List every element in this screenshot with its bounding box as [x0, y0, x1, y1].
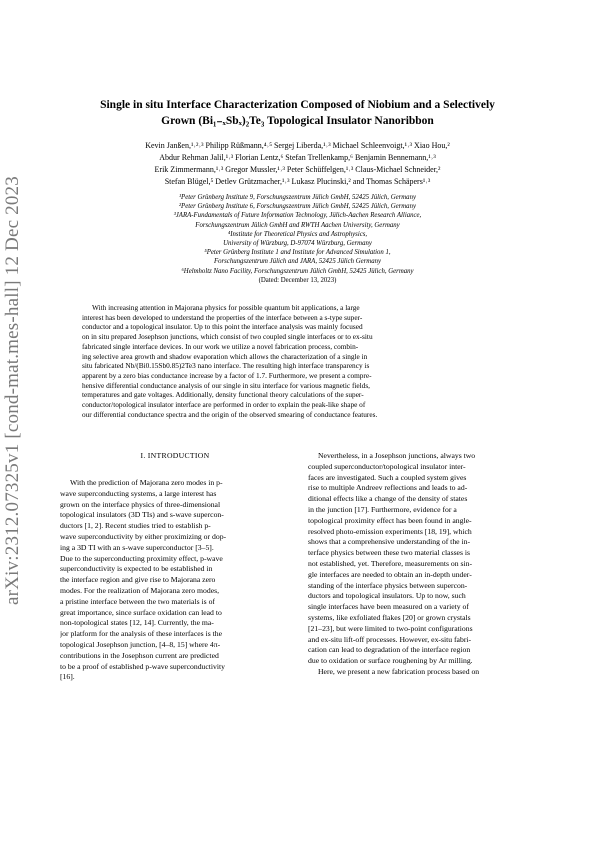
title-line: Single in situ Interface Characterization Composed of Niobium and a Selectively — [100, 99, 495, 111]
affiliation-line: ⁴Institute for Theoretical Physics and Astrophysics, — [227, 230, 368, 238]
body-line: and ex-situ lift-off processes. However, ex-situ fabri- — [308, 634, 472, 644]
abstract-line: our differential conductance spectra and the origin of the observed smearing of conductance features. — [82, 409, 378, 419]
affiliations — [90, 193, 505, 285]
body-line: faces are investigated. Such a coupled system gives — [308, 472, 467, 482]
body-line: contributions in the Josephson current are predicted — [60, 650, 219, 660]
dated-line: (Dated: December 13, 2023) — [258, 276, 337, 284]
body-line: standing of the interface physics between supercon- — [308, 580, 468, 590]
abstract-line: ing selective area growth and shadow evaporation which allows the characterization of a single in — [82, 351, 368, 361]
abstract-line: hensive differential conductance analysis of our single in situ interface for various magnetic fields, — [82, 380, 370, 390]
body-line: the interface region and give rise to Majorana zero — [60, 575, 216, 585]
affiliation-line: Forschungszentrum Jülich and JARA, 52425 Jülich Germany — [213, 258, 382, 266]
body-line: to be a proof of established p-wave superconductivity — [60, 661, 226, 671]
body-line: resolved photo-emission experiments [18, 19], which — [308, 526, 472, 536]
body-line: single interfaces have been measured on a variety of — [308, 602, 469, 612]
arxiv-sidebar-stamp — [2, 176, 36, 605]
abstract-line: conductor/topological insulator interface are performed in order to explain the peak-like shape of — [82, 400, 366, 410]
section-heading: I. INTRODUCTION — [140, 451, 210, 460]
body-line: modes. For the realization of Majorana zero modes, — [60, 585, 220, 595]
abstract-line: conductor and a topological insulator. Up to this point the interface analysis was mainly focused — [82, 322, 363, 332]
left-column — [60, 478, 290, 683]
body-line: Nevertheless, in a Josephson junctions, always two — [318, 451, 476, 460]
abstract-line: temperatures and gate voltages. Additionally, density functional theory calculations of the super- — [82, 390, 364, 400]
abstract-line: situ fabricated Nb/(Bi0.15Sb0.85)2Te3 nano interface. The resulting high interface transparency is — [82, 361, 370, 371]
body-line: jor platform for the analysis of these interfaces is the — [60, 629, 223, 639]
title-line: Grown (Bi₁₋ₓSbₓ)₂Te₃ Topological Insulator Nanoribbon — [161, 115, 434, 127]
author-line: Abdur Rehman Jalil,¹˒³ Florian Lentz,⁶ Stefan Trellenkamp,⁶ Benjamin Bennemann,¹˒³ — [159, 153, 436, 162]
body-line: wave superconductivity by either proximizing or dop- — [60, 531, 227, 541]
body-line: ductors [1, 2]. Recent studies tried to establish p- — [60, 521, 211, 531]
body-line: systems, like exfoliated flakes [20] or grown crystals — [308, 612, 471, 622]
body-line: Here, we present a new fabrication process based on — [318, 666, 480, 676]
body-line: topological insulators (3D TIs) and s-wave supercon- — [60, 510, 224, 520]
body-line: in the junction [17]. Furthermore, evidence for a — [308, 504, 457, 514]
affiliation-line: ¹Peter Grünberg Institute 9, Forschungszentrum Jülich GmbH, 52425 Jülich, Germany — [179, 194, 416, 201]
body-line: superconductivity is expected to be established in — [60, 564, 213, 574]
body-line: topological proximity effect has been found in angle- — [308, 515, 472, 525]
abstract-line: interest has been developed to understand the properties of the interface between a s-type super- — [82, 312, 363, 322]
paper-title — [60, 97, 535, 129]
body-line: not established, yet. Therefore, measurements on sin- — [308, 558, 473, 568]
author-line: Erik Zimmermann,¹˒³ Gregor Mussler,¹˒³ Peter Schüffelgen,¹˒³ Claus-Michael Schneider,² — [154, 165, 441, 174]
body-line: gle interfaces are needed to obtain an in-depth under- — [308, 569, 472, 579]
body-line: ductors and topological insulators. Up to now, such — [308, 591, 466, 601]
right-column — [308, 451, 540, 678]
body-line: ing a 3D TI with an s-wave superconductor [3–5]. — [60, 542, 214, 552]
body-line: rise to multiple Andreev reflections and leads to ad- — [308, 483, 468, 493]
body-line: due to oxidation or surface roughening by Ar milling. — [308, 656, 473, 666]
body-line: [21–23], but were limited to two-point configurations — [308, 623, 473, 633]
body-line: [16]. — [60, 672, 75, 682]
abstract-line: on in situ prepared Josephson junctions, which consist of two coupled single interfaces or to ex-situ — [82, 332, 373, 342]
abstract-line: With increasing attention in Majorana physics for possible quantum bit applications, a large — [92, 303, 360, 312]
body-line: With the prediction of Majorana zero modes in p- — [70, 478, 223, 487]
body-line: coupled superconductor/topological insulator inter- — [308, 461, 466, 471]
affiliation-line: ⁵Peter Grünberg Institute 1 and Institute for Advanced Simulation 1, — [204, 249, 391, 257]
abstract-line: fabricated single interface devices. In our work we utilize a novel fabrication process, combin- — [82, 341, 359, 351]
body-line: great importance, since surface oxidation can lead to — [60, 607, 222, 617]
body-line: cation can lead to degradation of the interface region — [308, 645, 471, 655]
affiliation-line: University of Würzburg, D-97074 Würzburg, Germany — [223, 240, 372, 248]
author-line: Stefan Blügel,⁵ Detlev Grützmacher,¹˒³ Lukasz Plucinski,² and Thomas Schäpers¹˒³ — [164, 177, 431, 186]
body-line: ditional effects like a change of the density of states — [308, 494, 468, 504]
body-line: wave superconducting systems, a large interest has — [60, 488, 217, 498]
body-line: terface physics between these two material classes is — [308, 548, 471, 558]
affiliation-line: Forschungszentrum Jülich GmbH and RWTH Aachen University, Germany — [195, 221, 400, 229]
body-line: non-topological states [12, 14]. Currently, the ma- — [60, 618, 214, 628]
affiliation-line: ²Peter Grünberg Institute 6, Forschungszentrum Jülich GmbH, 52425 Jülich, Germany — [179, 203, 416, 211]
abstract-line: apparent by a zero bias conductance increase by a factor of 1.7. Furthermore, we present a compre- — [82, 370, 372, 380]
body-line: grown on the interface physics of three-dimensional — [60, 499, 221, 509]
abstract — [82, 303, 513, 419]
body-line: Due to the superconducting proximity effect, p-wave — [60, 553, 223, 563]
body-line: a pristine interface between the two materials is of — [60, 596, 215, 606]
body-line: shows that a comprehensive understanding of the in- — [308, 537, 471, 547]
affiliation-line: ⁶Helmholtz Nano Facility, Forschungszentrum Jülich GmbH, 52425 Jülich, Germany — [181, 267, 414, 275]
arxiv-identifier: arXiv:2312.07325v1 [cond-mat.mes-hall] 12 Dec 2023 — [2, 176, 23, 605]
body-line: topological Josephson junction, [4–8, 15] where 4π- — [60, 639, 221, 649]
affiliation-line: ³JARA-Fundamentals of Future Information Technology, Jülich-Aachen Research Alliance, — [173, 212, 422, 220]
author-line: Kevin Janßen,¹˒²˒³ Philipp Rüßmann,⁴˒⁵ Sergej Liberda,¹˒³ Michael Schleenvoigt,¹˒³ Xiao Hou,² — [145, 141, 450, 150]
author-list — [70, 140, 525, 188]
